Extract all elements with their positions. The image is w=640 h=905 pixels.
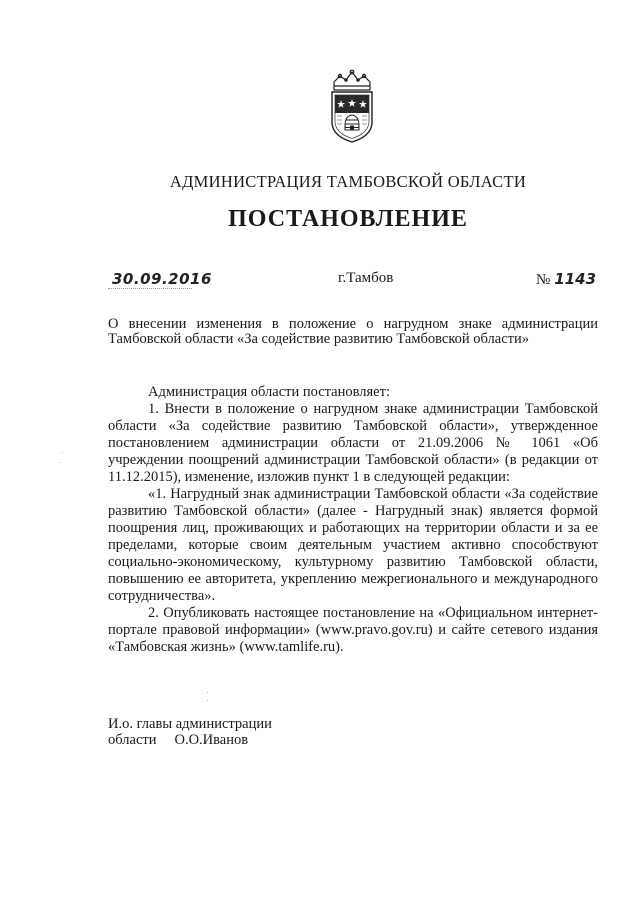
body-paragraph-2: 2. Опубликовать настоящее постановление на «Официальном интернет-портале правовой информации» (www.pravo.gov.ru) и сайте сетевого издания «Тамбовская жизнь» (www.tamlife.ru). <box>108 605 598 655</box>
document-city: г.Тамбов <box>338 270 394 286</box>
scan-speck <box>60 462 61 463</box>
signatory-row <box>108 732 248 748</box>
signatory-region: области <box>108 732 157 748</box>
scan-speck <box>207 692 208 693</box>
document-number <box>536 270 596 289</box>
document-body <box>108 384 598 656</box>
body-paragraph-1: 1. Внести в положение о нагрудном знаке администрации Тамбовской области «За содействие развитию Тамбовской области», утвержденное постановлением администрации области от 21.09.2006 № 1061 «Об учреждении поощрений администрации Тамбовской области» (в редакции от 11.12.2015), изменение, изложив пункт 1 в следующей редакции: <box>108 401 598 485</box>
scan-speck <box>62 452 63 453</box>
body-paragraph-quote: «1. Нагрудный знак администрации Тамбовской области «За содействие развитию Тамбовской области» (далее - Нагрудный знак) является формой поощрения лиц, проживающих и работающих на территории области и за ее пределами, которые своим деятельным участием активно способствуют социально-экономическому, культурному развитию Тамбовской области, повышению ее авторитета, укреплению межрегионального и международного сотрудничества». <box>108 486 598 604</box>
number-value: 1143 <box>554 270 597 288</box>
number-label: № <box>536 272 551 288</box>
signatory-title: И.о. главы администрации <box>108 716 272 732</box>
signatory-name: О.О.Иванов <box>174 732 249 748</box>
tambov-coat-of-arms-icon <box>324 68 380 144</box>
body-intro: Администрация области постановляет: <box>148 384 390 400</box>
document-date: 30.09.2016 <box>112 270 212 288</box>
document-type-title: ПОСТАНОВЛЕНИЕ <box>228 206 468 232</box>
date-underline <box>108 288 192 289</box>
issuing-authority: АДМИНИСТРАЦИЯ ТАМБОВСКОЙ ОБЛАСТИ <box>169 172 527 191</box>
scan-speck <box>207 700 208 701</box>
document-subject: О внесении изменения в положение о нагрудном знаке администрации Тамбовской области «За содействие развитию Тамбовской области» <box>108 316 598 347</box>
